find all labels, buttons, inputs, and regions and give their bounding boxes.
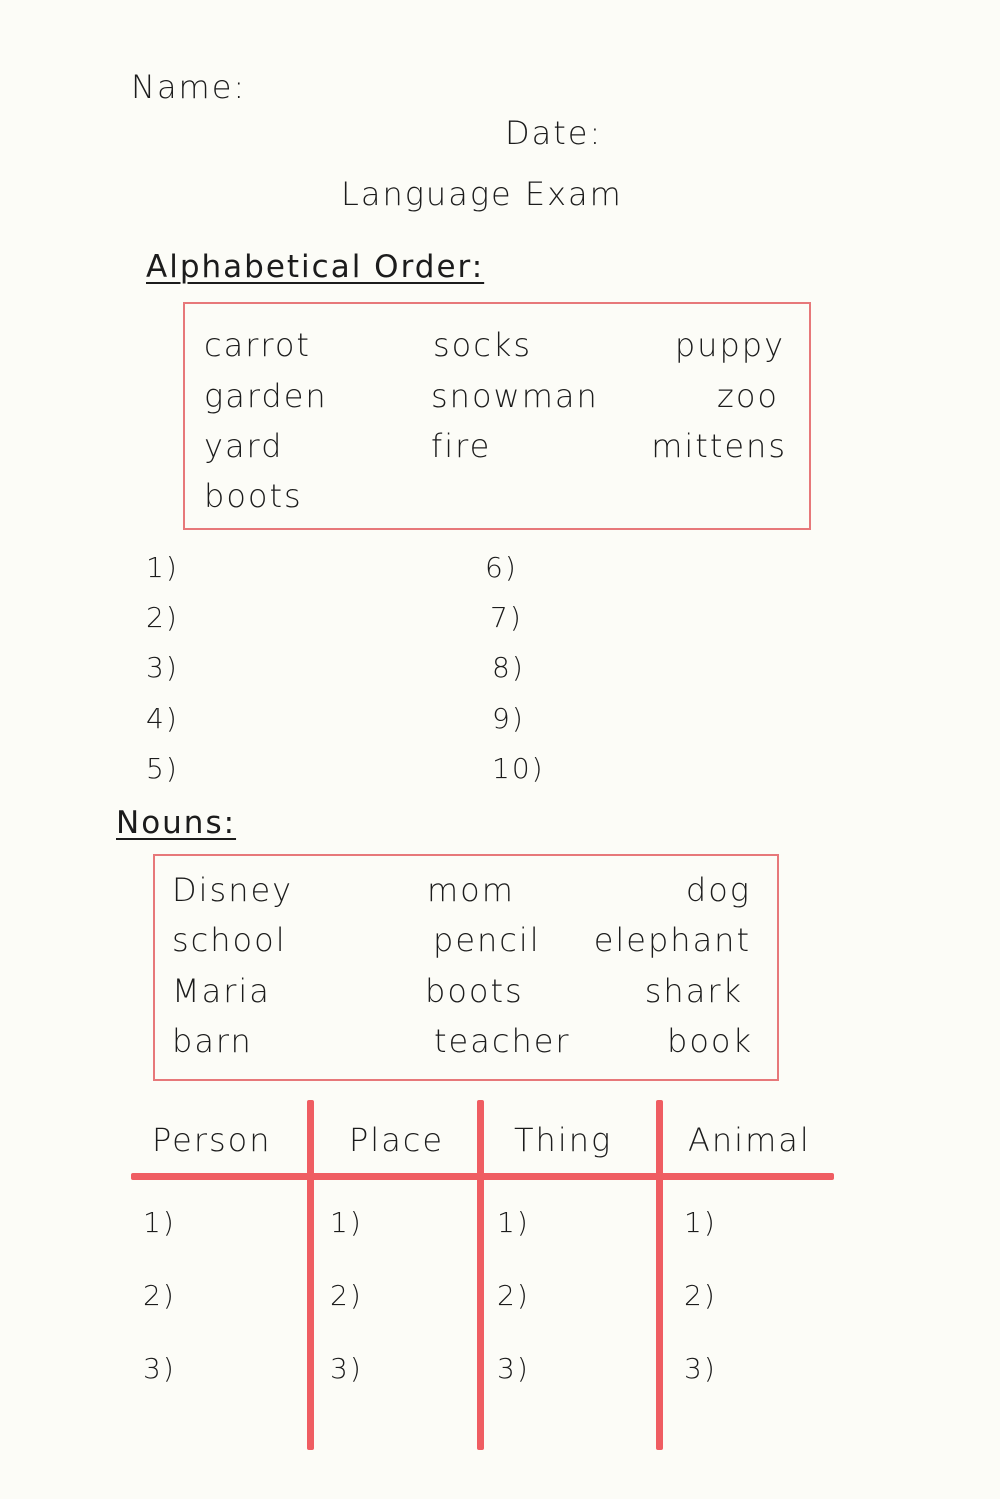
answer-number: 3)	[146, 651, 179, 684]
word-bank-item: carrot	[204, 326, 311, 364]
table-row-number: 3)	[143, 1352, 176, 1385]
word-bank-item: dog	[685, 871, 751, 909]
word-bank-item: barn	[172, 1022, 253, 1060]
answer-number: 7)	[490, 601, 523, 634]
table-row-number: 2)	[497, 1279, 530, 1312]
table-row-number: 3)	[497, 1352, 530, 1385]
table-row-number: 3)	[330, 1352, 363, 1385]
answer-number: 6)	[485, 551, 518, 584]
table-column-divider	[477, 1100, 484, 1450]
table-row-number: 1)	[143, 1206, 176, 1239]
answer-number: 2)	[146, 601, 179, 634]
nouns-heading: Nouns:	[116, 805, 237, 841]
word-bank-item: yard	[204, 427, 284, 465]
answer-number: 4)	[146, 702, 179, 735]
table-column-divider	[656, 1100, 663, 1450]
answer-number: 5)	[146, 752, 179, 785]
word-bank-item: garden	[204, 377, 328, 415]
date-label: Date:	[505, 114, 603, 152]
word-bank-item: Maria	[172, 972, 271, 1010]
word-bank-item: teacher	[434, 1022, 571, 1060]
word-bank-item: school	[172, 921, 287, 959]
word-bank-item: zoo	[717, 377, 779, 415]
word-bank-item: fire	[431, 427, 492, 465]
word-bank-item: mom	[427, 871, 515, 909]
table-header-animal: Animal	[688, 1121, 811, 1159]
word-bank-item: puppy	[674, 326, 785, 364]
word-bank-item: book	[667, 1022, 753, 1060]
table-row-number: 2)	[684, 1279, 717, 1312]
table-row-number: 2)	[143, 1279, 176, 1312]
word-bank-item: snowman	[431, 377, 599, 415]
table-header-thing: Thing	[514, 1121, 613, 1159]
table-row-number: 1)	[330, 1206, 363, 1239]
table-row-number: 2)	[330, 1279, 363, 1312]
answer-number: 8)	[492, 651, 525, 684]
word-bank-item: elephant	[593, 921, 751, 959]
nouns-word-box	[153, 854, 779, 1081]
word-bank-item: mittens	[651, 427, 787, 465]
table-row-number: 1)	[684, 1206, 717, 1239]
word-bank-item: shark	[644, 972, 743, 1010]
table-row-number: 1)	[497, 1206, 530, 1239]
answer-number: 10)	[492, 752, 545, 785]
page-title: Language Exam	[341, 175, 623, 213]
table-header-person: Person	[152, 1121, 272, 1159]
table-row-number: 3)	[684, 1352, 717, 1385]
word-bank-item: pencil	[433, 921, 541, 959]
word-bank-item: socks	[433, 326, 533, 364]
word-bank-item: boots	[204, 477, 303, 515]
answer-number: 1)	[146, 551, 179, 584]
alphabetical-heading: Alphabetical Order:	[146, 249, 485, 285]
answer-number: 9)	[492, 702, 525, 735]
table-header-place: Place	[349, 1121, 445, 1159]
word-bank-item: Disney	[172, 871, 294, 909]
name-label: Name:	[131, 68, 247, 106]
alphabetical-word-box	[183, 302, 811, 530]
table-column-divider	[307, 1100, 314, 1450]
word-bank-item: boots	[425, 972, 524, 1010]
